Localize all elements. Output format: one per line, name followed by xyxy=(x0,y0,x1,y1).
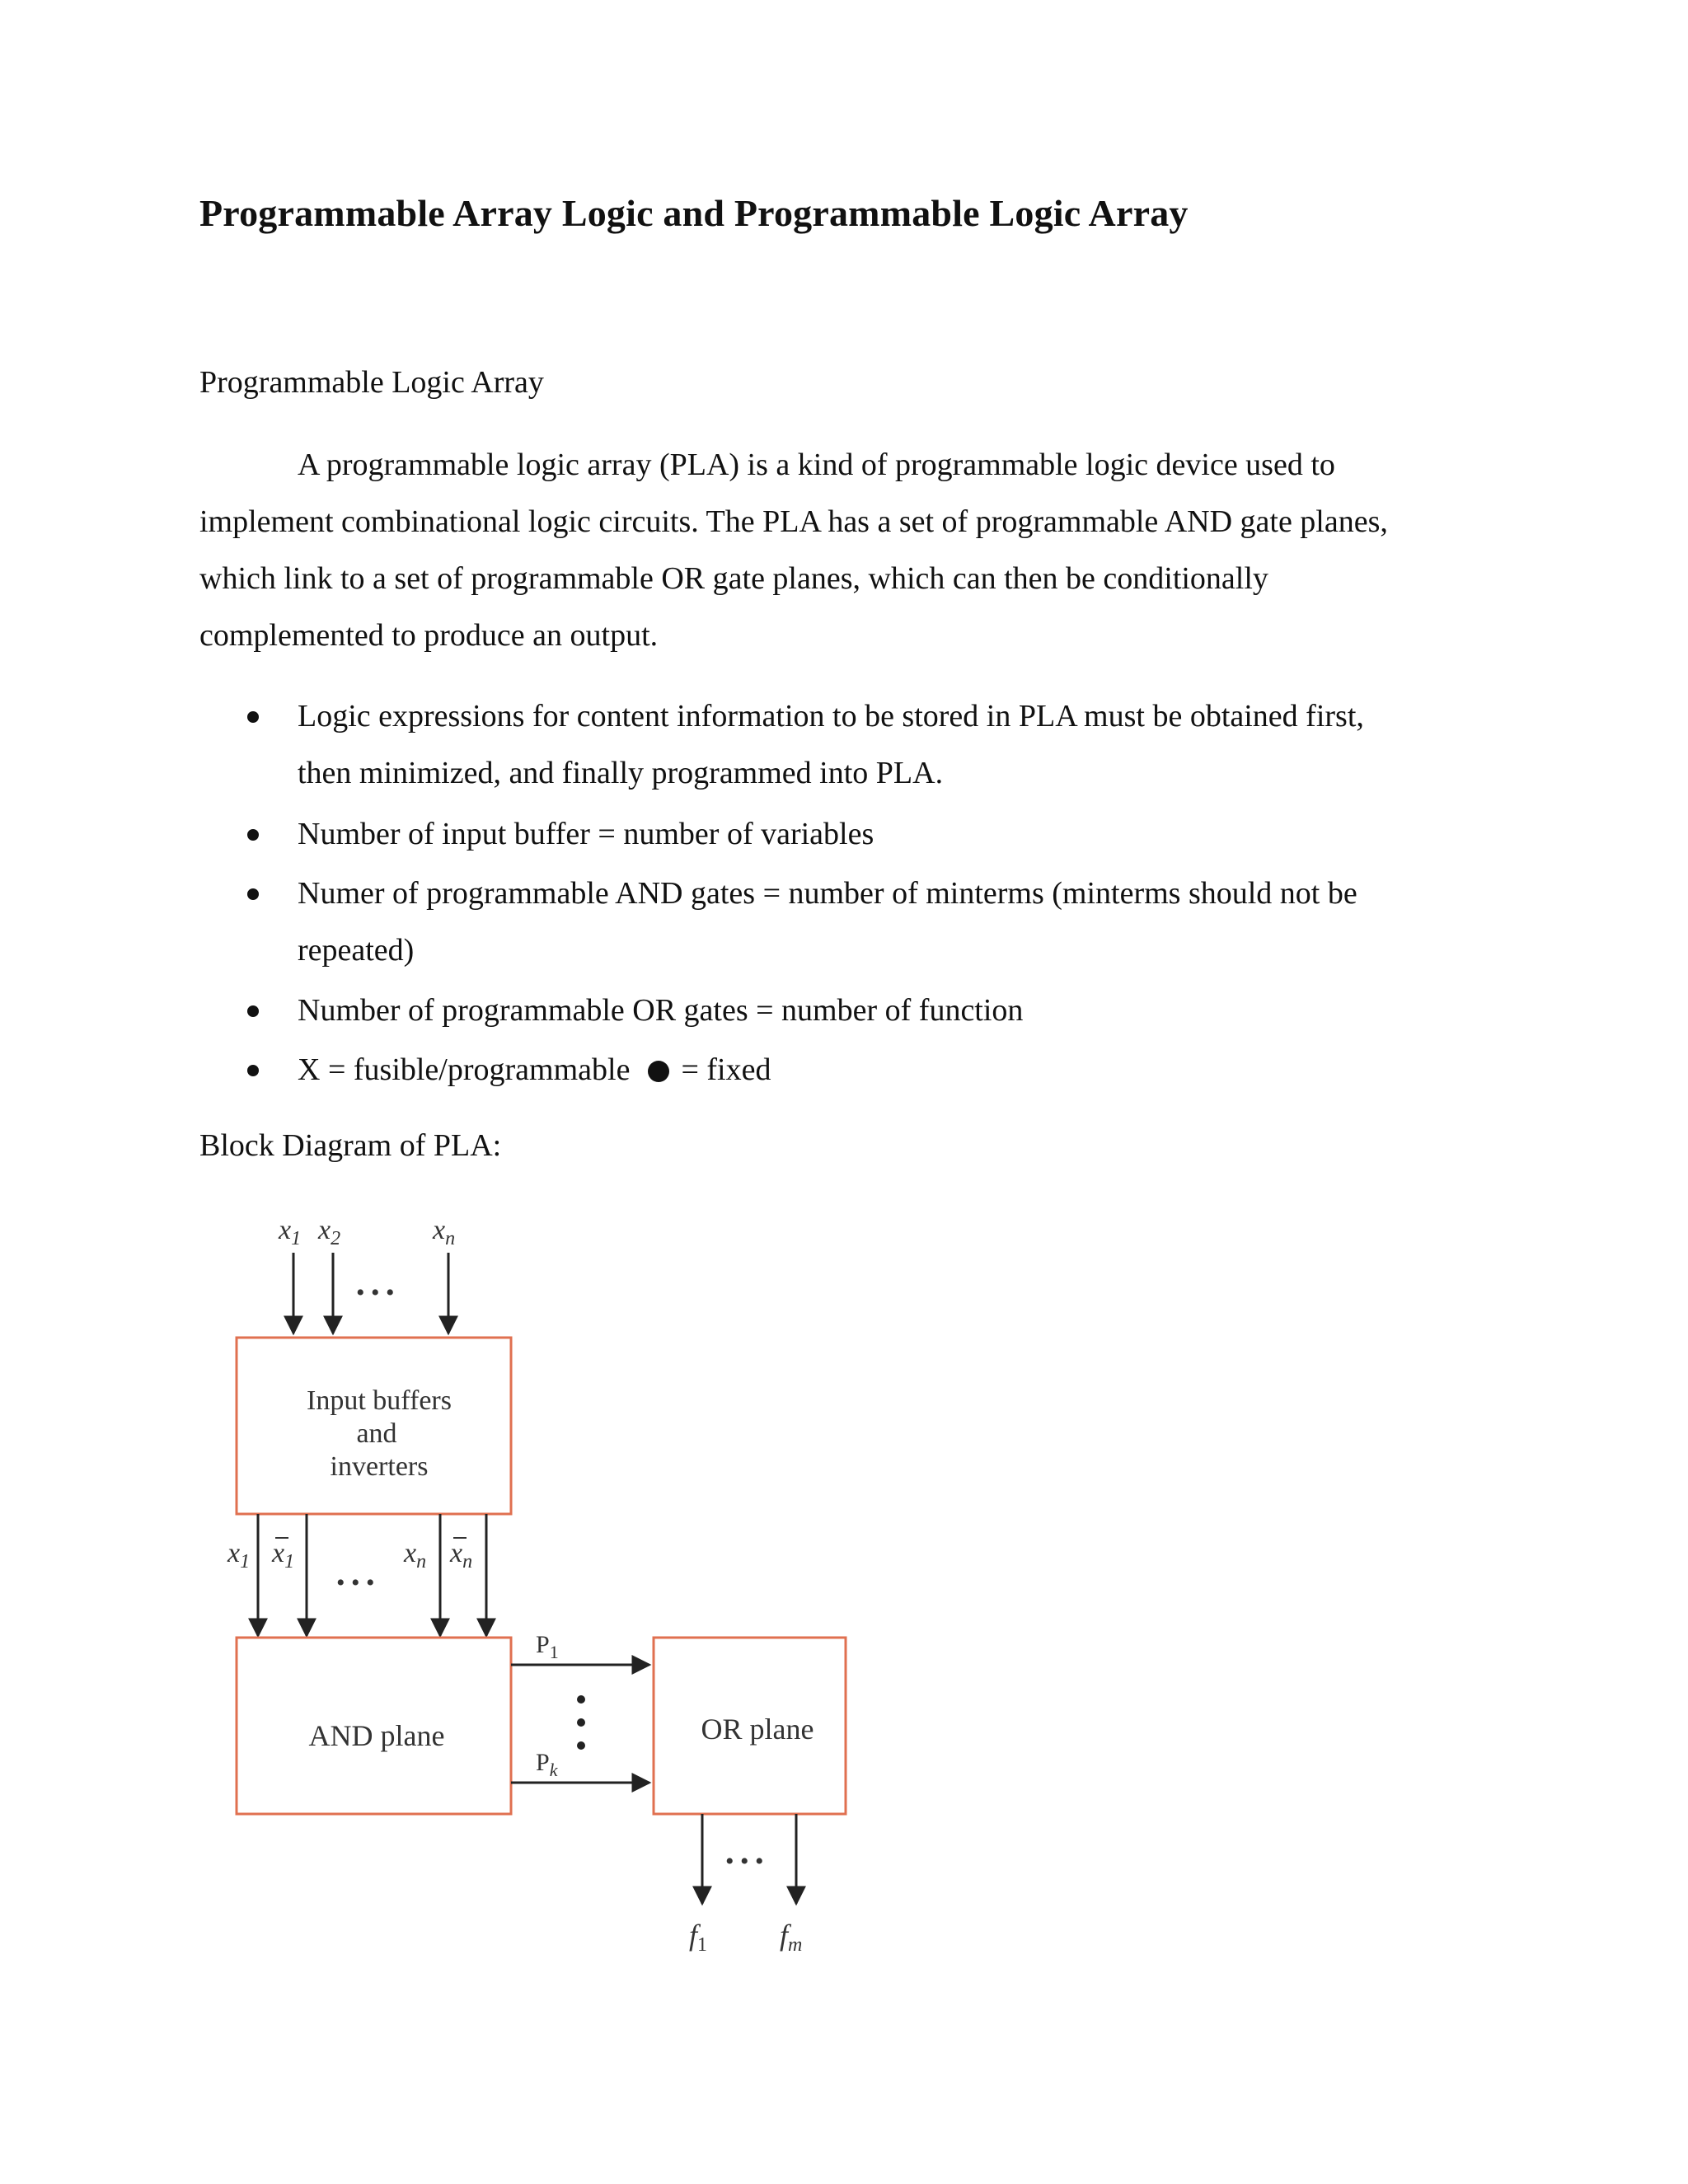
input-block-label: Input buffers xyxy=(307,1385,452,1416)
bullet-line: Number of input buffer = number of variables xyxy=(298,817,874,851)
input-ellipsis: • • • xyxy=(356,1279,395,1306)
or-plane-label: OR plane xyxy=(701,1713,814,1746)
buffer-ellipsis: • • • xyxy=(336,1569,375,1596)
page-title: Programmable Array Logic and Programmable Logic Array xyxy=(199,192,1189,234)
input-block-label: inverters xyxy=(330,1451,429,1482)
bullet-line: X = fusible/programmable xyxy=(298,1052,631,1087)
section-heading: Programmable Logic Array xyxy=(199,365,544,400)
diagram-caption: Block Diagram of PLA: xyxy=(199,1128,502,1163)
bullet-line: Logic expressions for content information to be stored in PLA must be obtained first, xyxy=(298,699,1364,733)
product-label-pk: $P_k$ xyxy=(536,1749,558,1780)
vertical-ellipsis-dot xyxy=(577,1695,585,1704)
line-label-xn: $x_n$ xyxy=(404,1538,427,1572)
vertical-ellipsis-dot xyxy=(577,1741,585,1750)
bullet-line: Number of programmable OR gates = number of function xyxy=(298,993,1024,1028)
product-label-p1: $P_1$ xyxy=(536,1631,559,1662)
paragraph-line: complemented to produce an output. xyxy=(199,618,659,653)
output-ellipsis: • • • xyxy=(725,1848,764,1875)
output-label-fm: fm xyxy=(780,1919,803,1956)
vertical-ellipsis-dot xyxy=(577,1718,585,1727)
bullet-line: then minimized, and finally programmed into PLA. xyxy=(298,756,944,790)
output-label-f1: f1 xyxy=(689,1919,708,1956)
paragraph-line: which link to a set of programmable OR gate planes, which can then be conditionally xyxy=(199,561,1268,596)
line-label-x1-bar: $x_1$ xyxy=(272,1538,295,1572)
paragraph-line: implement combinational logic circuits. The PLA has a set of programmable AND gate planes, xyxy=(199,504,1388,539)
input-block-label: and xyxy=(356,1418,397,1449)
bullet-line: repeated) xyxy=(298,933,415,968)
input-label-x2: $x_2$ xyxy=(318,1215,341,1249)
paragraph-line: A programmable logic array (PLA) is a kind of programmable logic device used to xyxy=(298,448,1335,482)
and-plane-label: AND plane xyxy=(308,1719,445,1752)
input-label-xn: $x_n$ xyxy=(433,1215,456,1249)
bullet-line: Numer of programmable AND gates = number of minterms (minterms should not be xyxy=(298,876,1357,911)
input-label-x1: $x_1$ xyxy=(279,1215,302,1249)
line-label-xn-bar: $x_n$ xyxy=(450,1538,473,1572)
line-label-x1: $x_1$ xyxy=(227,1538,251,1572)
bullet-line: = fixed xyxy=(681,1052,771,1087)
